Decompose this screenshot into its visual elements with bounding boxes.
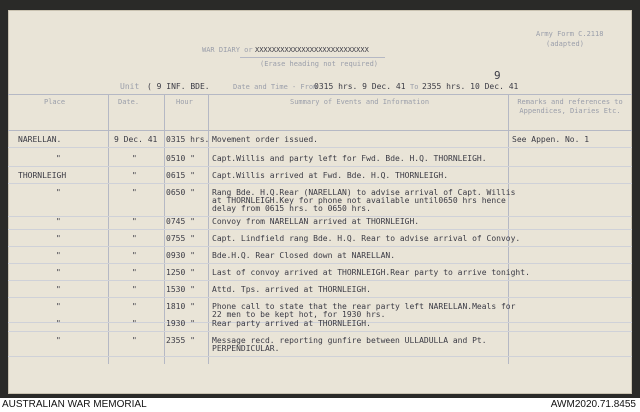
entry-place: " [56,188,61,197]
entry-date: " [132,171,137,180]
entry-place: " [56,302,61,311]
entry-summary-line: Phone call to state that the rear party left NARELLAN.Meals for [212,302,516,311]
entry-summary-line: Capt.Willis arrived at Fwd. Bde. H.Q. THORNLEIGH. [212,171,449,180]
entry-hour: 0315 hrs. [166,135,210,144]
row-rule [8,356,632,357]
col-header-hour: Hour [176,98,193,106]
entry-place: " [56,285,61,294]
col-header-summary: Summary of Events and Information [290,98,430,106]
handwritten-correction: 9 [494,69,501,82]
entry-date: " [132,319,137,328]
entry-hour: 1250 " [166,268,195,277]
entry-date: " [132,285,137,294]
army-form-number: Army Form C.2118 [536,30,604,38]
row-rule [8,263,632,264]
entry-hour: 0615 " [166,171,195,180]
entry-remarks: See Appen. No. 1 [512,135,590,144]
datetime-from: 0315 hrs. 9 Dec. 41 [314,82,406,91]
row-rule [8,246,632,247]
entry-place: " [56,217,61,226]
entry-hour: 0755 " [166,234,195,243]
entry-summary-line: Rang Bde. H.Q.Rear (NARELLAN) to advise arrival of Capt. Willis [212,188,516,197]
entry-date: " [132,251,137,260]
entry-date: " [132,336,137,345]
header-bottom-rule [8,130,632,131]
datetime-to-label: To [410,83,419,91]
entry-hour: 0510 " [166,154,195,163]
entry-summary-line: PERPENDICULAR. [212,344,280,353]
entry-summary-line: Bde.H.Q. Rear Closed down at NARELLAN. [212,251,396,260]
entry-summary-line: Convoy from NARELLAN arrived at THORNLEIGH. [212,217,420,226]
entry-hour: 1930 " [166,319,195,328]
row-rule [8,297,632,298]
footer-bar [0,398,640,412]
entry-summary-line: Capt. Lindfield rang Bde. H.Q. Rear to advise arrival of Convoy. [212,234,521,243]
entry-hour: 2355 " [166,336,195,345]
row-rule [8,147,632,148]
entry-date: " [132,217,137,226]
entry-summary-line: delay from 0615 hrs. to 0650 hrs. [212,204,371,213]
entry-place: " [56,251,61,260]
erase-heading-note: (Erase heading not required) [260,60,379,68]
entry-summary-line: Movement order issued. [212,135,318,144]
col-header-remarks: Remarks and references to Appendices, Diaries Etc. [517,98,623,115]
entry-summary-line: Rear party arrived at THORNLEIGH. [212,319,371,328]
row-rule [8,280,632,281]
row-rule [8,229,632,230]
entry-place: " [56,154,61,163]
entry-hour: 1530 " [166,285,195,294]
entry-summary-line: at THORNLEIGH.Key for phone not available until0650 hrs hence [212,196,506,205]
war-diary-title: WAR DIARY or [202,46,253,54]
row-rule [8,331,632,332]
col-header-date: Date. [118,98,140,106]
entry-date: 9 Dec. 41 [114,135,158,144]
entry-place: " [56,268,61,277]
army-form-adapted: (adapted) [546,40,584,48]
title-rule [240,57,385,58]
header-top-rule [8,94,632,95]
footer-accession-number: AWM2020.71.8455 [550,399,636,410]
footer-source: AUSTRALIAN WAR MEMORIAL [2,399,147,410]
entry-summary-line: Attd. Tps. arrived at THORNLEIGH. [212,285,371,294]
unit-label: Unit [120,82,140,91]
entry-date: " [132,188,137,197]
row-rule [8,166,632,167]
datetime-to: 2355 hrs. 10 Dec. 41 [422,82,519,91]
entry-hour: 0930 " [166,251,195,260]
entry-place: " [56,319,61,328]
entry-date: " [132,268,137,277]
entry-summary-line: Message recd. reporting gunfire between ULLADULLA and Pt. [212,336,487,345]
entry-summary-line: Capt.Willis and party left for Fwd. Bde. H.Q. THORNLEIGH. [212,154,487,163]
datetime-label: Date and Time - From [233,83,318,91]
entry-place: THORNLEIGH [18,171,67,180]
row-rule [8,183,632,184]
entry-date: " [132,234,137,243]
entry-place: " [56,234,61,243]
entry-hour: 0745 " [166,217,195,226]
entry-hour: 1810 " [166,302,195,311]
struck-out-heading: XXXXXXXXXXXXXXXXXXXXXXXXXXX [255,46,369,54]
col-header-place: Place [44,98,66,106]
entry-date: " [132,302,137,311]
entry-place: NARELLAN. [18,135,62,144]
entry-summary-line: 22 men to be kept hot, for 1930 hrs. [212,310,386,319]
entry-place: " [56,336,61,345]
entry-hour: 0650 " [166,188,195,197]
entry-summary-line: Last of convoy arrived at THORNLEIGH.Rear party to arrive tonight. [212,268,530,277]
unit-value: ( 9 INF. BDE. [147,82,210,91]
entry-date: " [132,154,137,163]
document-page [8,10,632,394]
